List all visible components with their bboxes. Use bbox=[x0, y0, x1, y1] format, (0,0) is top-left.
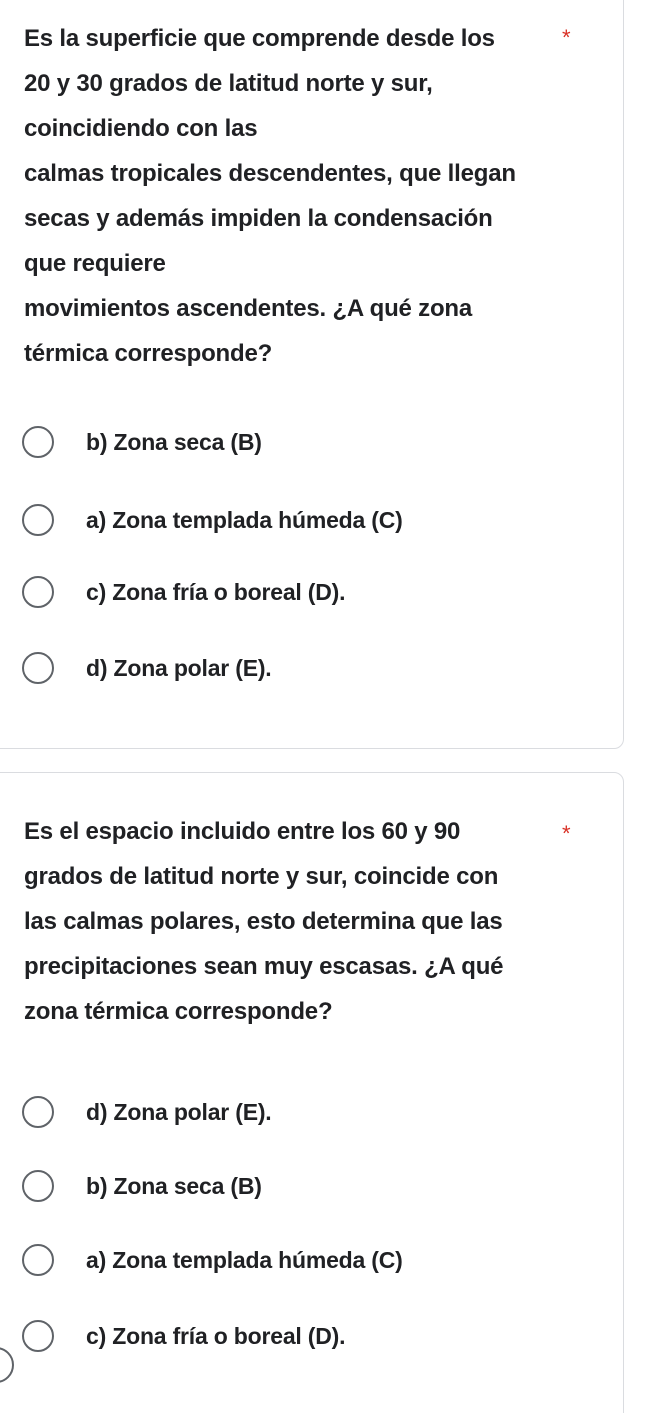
q2-option-d[interactable] bbox=[22, 1092, 272, 1132]
q1-option-c[interactable] bbox=[22, 572, 345, 612]
radio-button[interactable] bbox=[22, 1320, 54, 1352]
question-2-line: precipitaciones sean muy escasas. ¿A qué bbox=[24, 953, 504, 980]
q2-option-a[interactable] bbox=[22, 1240, 403, 1280]
q2-option-b[interactable] bbox=[22, 1166, 262, 1206]
radio-button[interactable] bbox=[22, 576, 54, 608]
required-asterisk: * bbox=[562, 821, 571, 846]
option-label: b) Zona seca (B) bbox=[86, 1172, 262, 1199]
question-2-text bbox=[24, 809, 569, 1034]
question-2-line: grados de latitud norte y sur, coincide con bbox=[24, 863, 499, 890]
question-2-line: zona térmica corresponde? bbox=[24, 998, 333, 1025]
option-label: c) Zona fría o boreal (D). bbox=[86, 578, 346, 605]
radio-button[interactable] bbox=[22, 652, 54, 684]
question-2-line: las calmas polares, esto determina que las bbox=[24, 908, 503, 935]
option-label: d) Zona polar (E). bbox=[86, 1098, 272, 1125]
question-1-line: Es la superficie que comprende desde los bbox=[24, 25, 495, 52]
q1-option-d[interactable] bbox=[22, 648, 272, 688]
option-label: a) Zona templada húmeda (C) bbox=[86, 1246, 403, 1273]
option-label: b) Zona seca (B) bbox=[86, 428, 262, 455]
q1-option-a[interactable] bbox=[22, 500, 403, 540]
question-1-line: térmica corresponde? bbox=[24, 340, 273, 367]
question-1-line: que requiere bbox=[24, 250, 166, 277]
radio-button[interactable] bbox=[22, 504, 54, 536]
question-1-line: 20 y 30 grados de latitud norte y sur, bbox=[24, 70, 433, 97]
option-label: c) Zona fría o boreal (D). bbox=[86, 1322, 346, 1349]
radio-button[interactable] bbox=[22, 1244, 54, 1276]
question-1-line: calmas tropicales descendentes, que llegan bbox=[24, 160, 516, 187]
question-1-text bbox=[24, 16, 569, 376]
radio-button[interactable] bbox=[22, 1096, 54, 1128]
q1-option-b[interactable] bbox=[22, 422, 262, 462]
question-2-line: Es el espacio incluido entre los 60 y 90 bbox=[24, 818, 461, 845]
question-1-line: movimientos ascendentes. ¿A qué zona bbox=[24, 295, 473, 322]
radio-button[interactable] bbox=[22, 426, 54, 458]
required-asterisk: * bbox=[562, 25, 571, 50]
question-1-line: coincidiendo con las bbox=[24, 115, 258, 142]
question-1-line: secas y además impiden la condensación bbox=[24, 205, 493, 232]
option-label: d) Zona polar (E). bbox=[86, 654, 272, 681]
radio-button[interactable] bbox=[22, 1170, 54, 1202]
option-label: a) Zona templada húmeda (C) bbox=[86, 506, 403, 533]
q2-option-c[interactable] bbox=[22, 1316, 345, 1356]
